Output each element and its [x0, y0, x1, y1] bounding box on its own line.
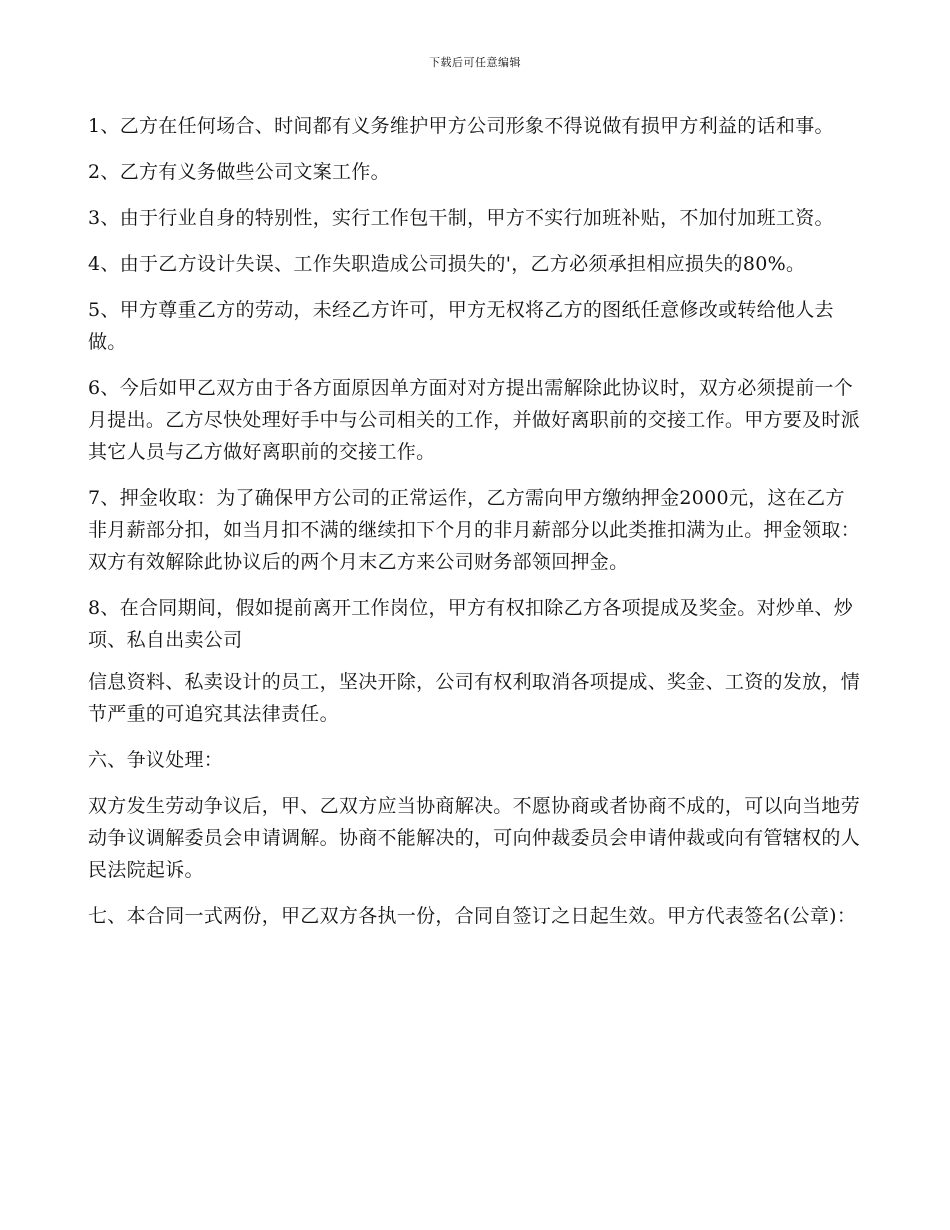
clause-1: 1、乙方在任何场合、时间都有义务维护甲方公司形象不得说做有损甲方利益的话和事。: [88, 115, 834, 137]
clause-8-continued: 信息资料、私卖设计的员工，坚决开除，公司有权利取消各项提成、奖金、工资的发放，情节严重的可追究其法律责任。: [88, 671, 861, 725]
clause-3: 3、由于行业自身的特别性，实行工作包干制，甲方不实行加班补贴，不加付加班工资。: [88, 207, 834, 229]
section-effective-clause: 七、本合同一式两份，甲乙双方各执一份，合同自签订之日起生效。甲方代表签名(公章)：: [88, 905, 857, 927]
clause-6: 6、今后如甲乙双方由于各方面原因单方面对对方提出需解除此协议时，双方必须提前一个月提出。乙方尽快处理好手中与公司相关的工作，并做好离职前的交接工作。甲方要及时派其它人员与乙方做好离职前的交接工作。: [88, 377, 861, 463]
clause-5: 5、甲方尊重乙方的劳动，未经乙方许可，甲方无权将乙方的图纸任意修改或转给他人去做。: [88, 299, 834, 353]
clause-2: 2、乙方有义务做些公司文案工作。: [88, 161, 390, 183]
clause-7: 7、押金收取：为了确保甲方公司的正常运作，乙方需向甲方缴纳押金2000元，这在乙方非月薪部分扣，如当月扣不满的继续扣下个月的非月薪部分以此类推扣满为止。押金领取：双方有效解除此协议后的两个月末乙方来公司财务部领回押金。: [88, 487, 861, 573]
clause-8: 8、在合同期间，假如提前离开工作岗位，甲方有权扣除乙方各项提成及奖金。对炒单、炒项、私自出卖公司: [88, 597, 854, 651]
document-body: [88, 110, 864, 946]
page-header: 下载后可任意编辑: [429, 56, 521, 69]
dispute-resolution-text: 双方发生劳动争议后，甲、乙双方应当协商解决。不愿协商或者协商不成的，可以向当地劳动争议调解委员会申请调解。协商不能解决的，可向仲裁委员会申请仲裁或向有管辖权的人民法院起诉。: [88, 795, 861, 881]
section-dispute-heading: 六、争议处理：: [88, 749, 224, 771]
clause-4: 4、由于乙方设计失误、工作失职造成公司损失的'，乙方必须承担相应损失的80%。: [88, 253, 806, 275]
